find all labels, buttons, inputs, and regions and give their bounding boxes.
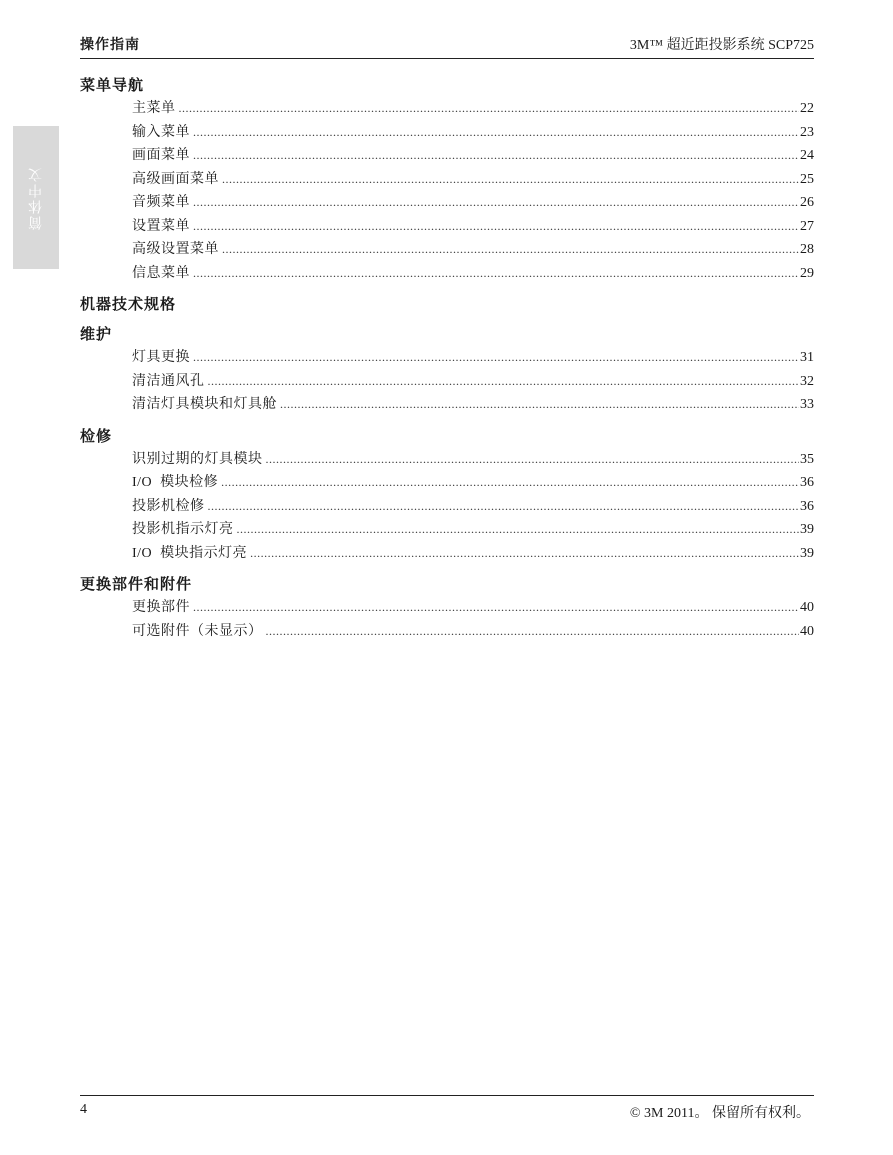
toc-entry[interactable] [132, 495, 814, 519]
dot-leader [208, 370, 800, 394]
toc-entry-label: 更换部件 [132, 600, 190, 615]
toc-entry-label: 高级画面菜单 [132, 171, 219, 187]
toc-entry[interactable] [132, 471, 814, 495]
toc-entry[interactable] [132, 168, 814, 192]
toc-entry-label: 画面菜单 [132, 148, 190, 163]
toc-section [80, 425, 814, 566]
dot-leader [266, 620, 800, 644]
page-number: 4 [80, 1102, 87, 1117]
toc-entry[interactable] [132, 191, 814, 215]
toc-entry[interactable] [132, 121, 814, 145]
dot-leader [193, 346, 799, 370]
toc-entry-page: 26 [800, 195, 814, 210]
toc-section-title: 维护 [80, 325, 113, 343]
toc-entry-label: 清洁通风孔 [132, 373, 205, 389]
toc-entry-page: 40 [800, 600, 814, 615]
toc-entry-page: 39 [800, 522, 814, 537]
toc-entry[interactable] [132, 542, 814, 566]
dot-leader [179, 97, 800, 121]
toc-section-title: 更换部件和附件 [80, 575, 193, 593]
toc-entry-page: 28 [800, 242, 814, 257]
toc-entry[interactable] [132, 97, 814, 121]
dot-leader [222, 238, 799, 262]
toc-entry-page: 22 [800, 101, 814, 116]
toc-entry-label: 可选附件（未显示） [132, 623, 263, 639]
toc-entry[interactable] [132, 262, 814, 286]
dot-leader [280, 393, 799, 417]
toc-entry[interactable] [132, 448, 814, 472]
toc-section [80, 323, 814, 417]
language-tab [13, 126, 59, 269]
toc-entry-page: 24 [800, 148, 814, 163]
toc-entry[interactable] [132, 144, 814, 168]
toc-entry[interactable] [132, 393, 814, 417]
dot-leader [221, 471, 799, 495]
toc-entry-page: 36 [800, 475, 814, 490]
toc-entry[interactable] [132, 620, 814, 644]
dot-leader [193, 215, 799, 239]
page-header [80, 34, 814, 59]
toc-entry-page: 35 [800, 451, 814, 467]
toc-entry-page: 32 [800, 373, 814, 389]
dot-leader [237, 518, 800, 542]
language-tab-label: 简体中文 [28, 165, 44, 230]
toc-entry-label: 音频菜单 [132, 195, 190, 210]
toc-entry-label: 识别过期的灯具模块 [132, 451, 263, 467]
toc-section-title: 机器技术规格 [80, 295, 177, 313]
toc-entry-label: 灯具更换 [132, 350, 190, 365]
toc-entry-label: 高级设置菜单 [132, 242, 219, 257]
dot-leader [208, 495, 800, 519]
toc-section-title: 菜单导航 [80, 76, 145, 94]
toc-entry-page: 29 [800, 265, 814, 281]
toc-entry[interactable] [132, 370, 814, 394]
toc-entry-page: 39 [800, 545, 814, 561]
dot-leader [193, 144, 799, 168]
header-title: 操作指南 [80, 37, 140, 53]
toc-section-title: 检修 [80, 426, 113, 445]
header-product: 3M™ 超近距投影系统 SCP725 [629, 38, 814, 53]
toc-entry-label: 投影机指示灯亮 [132, 522, 234, 537]
toc-entry-page: 33 [800, 397, 814, 412]
toc-entry[interactable] [132, 238, 814, 262]
toc-entry-label: I/O 模块指示灯亮 [132, 545, 248, 561]
toc-entry-page: 25 [800, 171, 814, 187]
toc-entry-label: 清洁灯具模块和灯具舱 [132, 397, 277, 412]
toc-entry-label: 设置菜单 [132, 218, 190, 234]
toc-entry[interactable] [132, 346, 814, 370]
toc-entry-label: I/O 模块检修 [132, 475, 219, 490]
toc-entry-page: 40 [800, 623, 814, 639]
toc-entry-label: 信息菜单 [132, 265, 190, 281]
toc-section [80, 573, 814, 643]
toc-entry[interactable] [132, 518, 814, 542]
toc-entry-page: 27 [800, 218, 814, 234]
toc-entry[interactable] [132, 596, 814, 620]
dot-leader [193, 262, 799, 286]
toc-section [80, 293, 814, 315]
toc-entry-page: 36 [800, 498, 814, 514]
dot-leader [193, 596, 799, 620]
toc-entry[interactable] [132, 215, 814, 239]
dot-leader [193, 191, 799, 215]
dot-leader [193, 121, 799, 145]
toc-section [80, 74, 814, 285]
table-of-contents [80, 74, 814, 651]
toc-entry-label: 投影机检修 [132, 498, 205, 514]
dot-leader [250, 542, 799, 566]
toc-entry-label: 主菜单 [132, 101, 176, 116]
toc-entry-page: 23 [800, 124, 814, 140]
page-footer [80, 1095, 814, 1120]
toc-entry-label: 输入菜单 [132, 124, 190, 140]
copyright: © 3M 2011。 保留所有权利。 [629, 1106, 810, 1121]
dot-leader [266, 448, 800, 472]
dot-leader [222, 168, 799, 192]
toc-entry-page: 31 [800, 350, 814, 365]
